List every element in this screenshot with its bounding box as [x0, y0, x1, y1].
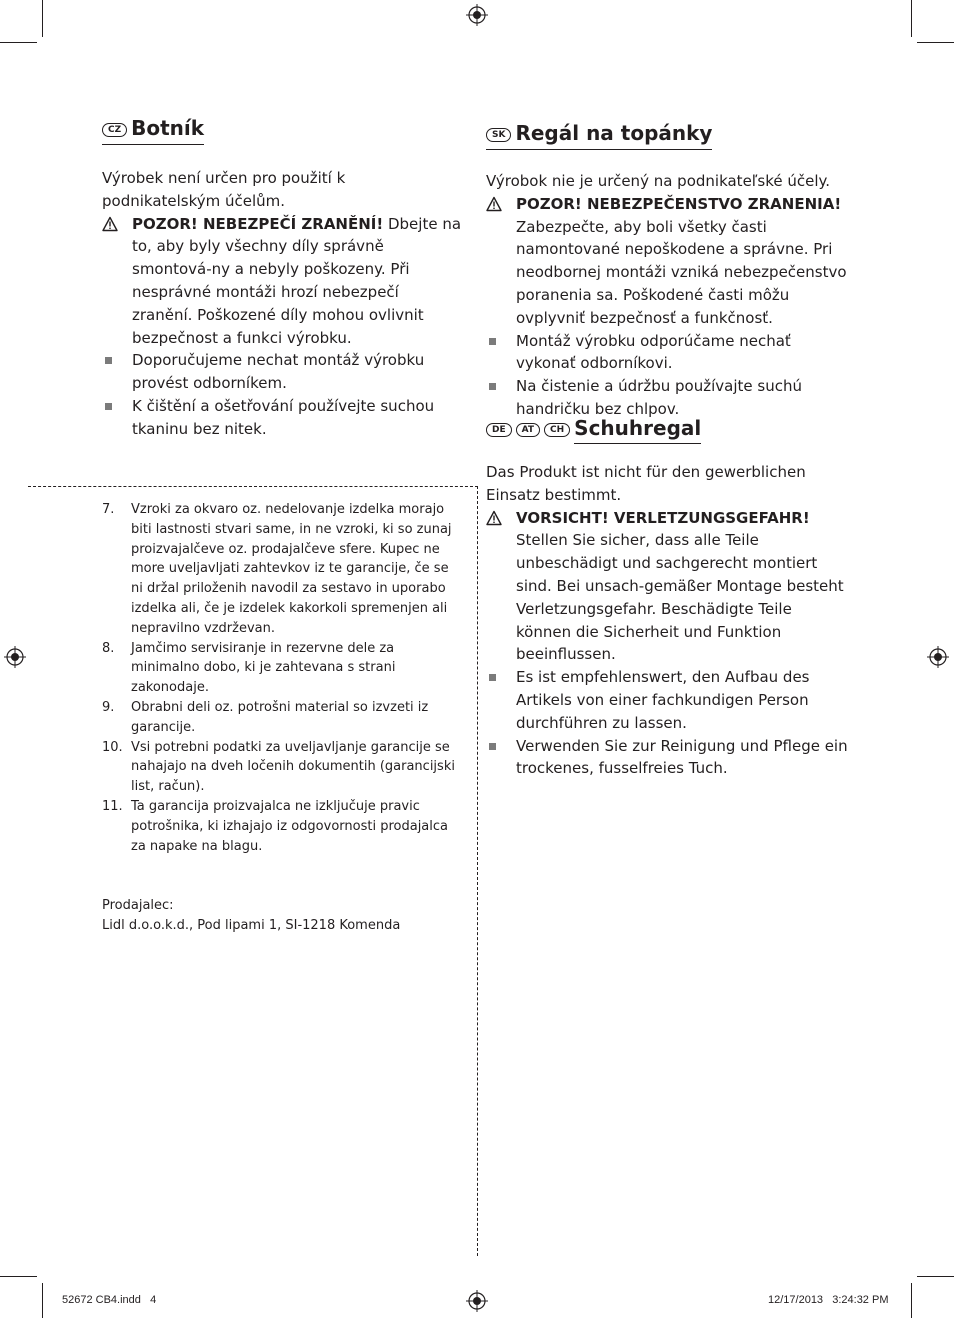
list-item [486, 735, 850, 781]
de-warning-text: Stellen Sie sicher, dass alle Teile unbeschädigt und sachgerecht montiert sind. Bei unsach-gemäßer Montage besteht Verletzungsgefahr. Beschädigte Teile können die Sicherheit und Funktion beeinflussen. [516, 531, 844, 664]
crop-mark-top-right-h [917, 42, 954, 43]
crop-mark-top-left-v [42, 0, 43, 37]
country-badge-sk: SK [486, 128, 511, 142]
list-item-number: 7. [102, 502, 115, 517]
country-badge-ch: CH [544, 423, 570, 437]
country-badge-cz: CZ [102, 123, 127, 137]
crop-mark-bottom-right-v [911, 1283, 912, 1318]
de-title: Schuhregal [574, 416, 701, 444]
sk-warning-text: Zabezpečte, aby boli všetky časti namontované nepoškodene a správne. Pri neodbornej montáži vzniká nebezpečenstvo poranenia sa. Poškodené časti môžu ovplyvniť bezpečnosť a funkčnosť. [516, 217, 847, 327]
crop-mark-bottom-right-h [917, 1276, 954, 1277]
cz-heading [102, 115, 204, 145]
warning-triangle-icon [486, 510, 502, 526]
registration-mark-icon [466, 1290, 488, 1312]
cz-bullet-text: Doporučujeme nechat montáž výrobku provést odborníkem. [132, 351, 425, 393]
list-item [102, 395, 464, 441]
crop-mark-top-left-h [0, 42, 37, 43]
sk-bullet-text: Na čistenie a údržbu používajte suchú handričku bez chlpov. [516, 377, 802, 418]
seller-label: Prodajalec: [102, 898, 174, 914]
cz-intro: Výrobek není určen pro použití k podnikatelským účelům. [102, 169, 346, 210]
cz-bullet-text: K čištění a ošetřování používejte suchou tkaninu bez nitek. [132, 396, 435, 438]
list-item [486, 330, 850, 376]
sk-title: Regál na topánky [515, 121, 713, 145]
registration-mark-icon [466, 4, 488, 26]
list-item-text: Obrabni deli oz. potrošni material so izvzeti iz garancije. [131, 699, 429, 735]
sk-bullet-text: Montáž výrobku odporúčame nechať vykonať odborníkovi. [516, 331, 791, 373]
sk-warning [486, 193, 850, 330]
cz-warning [102, 213, 464, 350]
list-item-number: 11. [102, 798, 123, 814]
square-bullet-icon [489, 383, 496, 390]
cz-warning-text: Dbejte na to, aby byly všechny díly správně smontová-ny a nebyly poškozeny. Při nesprávné montáži hrozí nebezpečí zranění. Poškozené díly mohou ovlivnit bezpečnost a funkci výrobku. [132, 214, 462, 347]
list-item [102, 349, 464, 395]
list-item [486, 375, 850, 421]
de-warning-title: VORSICHT! VERLETZUNGSGEFAHR! [516, 508, 810, 527]
warning-triangle-icon [486, 196, 502, 212]
sk-heading [486, 120, 712, 150]
registration-mark-icon [4, 646, 26, 668]
list-item [102, 797, 464, 856]
de-bullet-text: Es ist empfehlenswert, den Aufbau des Artikels von einer fachkundigen Person durchführen zu lassen. [516, 668, 810, 732]
crop-mark-bottom-left-v [42, 1283, 43, 1318]
list-item [102, 500, 464, 639]
de-bullet-text: Verwenden Sie zur Reinigung und Pflege ein trockenes, fusselfreies Tuch. [516, 736, 848, 778]
list-item [102, 639, 464, 698]
de-warning [486, 507, 850, 667]
square-bullet-icon [105, 357, 112, 364]
cut-line-vertical [477, 486, 478, 1256]
si-warranty-list [102, 500, 464, 936]
country-badge-de: DE [486, 423, 512, 437]
list-item-text: Jamčimo servisiranje in rezervne dele za minimalno dobo, ki je zahtevana s strani zakonodaje. [131, 640, 396, 696]
de-section [486, 415, 850, 780]
seller-address: Lidl d.o.o.k.d., Pod lipami 1, SI-1218 Komenda [102, 918, 401, 934]
footer-timestamp: 12/17/2013 3:24:32 PM [768, 1294, 889, 1306]
list-item [102, 698, 464, 738]
list-item-text: Ta garancija proizvajalca ne izključuje pravic potrošnika, ki izhajajo iz odgovornosti prodajalca za napake na blagu. [131, 798, 448, 854]
cz-title: Botník [131, 116, 205, 140]
square-bullet-icon [489, 674, 496, 681]
list-item [102, 738, 464, 797]
seller-block [102, 896, 464, 936]
country-badge-at: AT [516, 423, 540, 437]
warning-triangle-icon [102, 216, 118, 232]
list-item-number: 9. [102, 699, 115, 715]
cut-line-horizontal [28, 486, 478, 487]
sk-intro: Výrobok nie je určený na podnikateľské účely. [486, 172, 831, 190]
sk-warning-title: POZOR! NEBEZPEČENSTVO ZRANENIA! [516, 194, 842, 213]
list-item-text: Vzroki za okvaro oz. nedelovanje izdelka morajo biti lastnosti stvari same, in ne vzroki, ki so zunaj proizvajalčeve oz. prodajalčeve sfere. Kupec ne more uveljavljati zahtevkov iz te garancije, če se ni držal priloženih navodil za sestavo in uporabo izdelka ali, če je izdelek kakorkoli spremenjen ali nepravilno vzdrževan. [131, 502, 452, 636]
square-bullet-icon [489, 743, 496, 750]
cz-section [102, 115, 464, 441]
de-heading [486, 415, 701, 444]
list-item-text: Vsi potrebni podatki za uveljavljanje garancije se nahajajo na dveh ločenih dokumentih (garancijski list, račun). [131, 739, 455, 795]
footer-file-name: 52672 CB4.indd 4 [62, 1294, 157, 1306]
cz-warning-title: POZOR! NEBEZPEČÍ ZRANĚNÍ! [132, 214, 384, 233]
list-item [486, 666, 850, 734]
list-item-number: 8. [102, 640, 115, 656]
registration-mark-icon [927, 646, 949, 668]
de-intro: Das Produkt ist nicht für den gewerblichen Einsatz bestimmt. [486, 463, 806, 504]
crop-mark-top-right-v [911, 0, 912, 37]
crop-mark-bottom-left-h [0, 1276, 37, 1277]
list-item-number: 10. [102, 739, 123, 755]
square-bullet-icon [489, 338, 496, 345]
square-bullet-icon [105, 403, 112, 410]
sk-section [486, 120, 850, 421]
